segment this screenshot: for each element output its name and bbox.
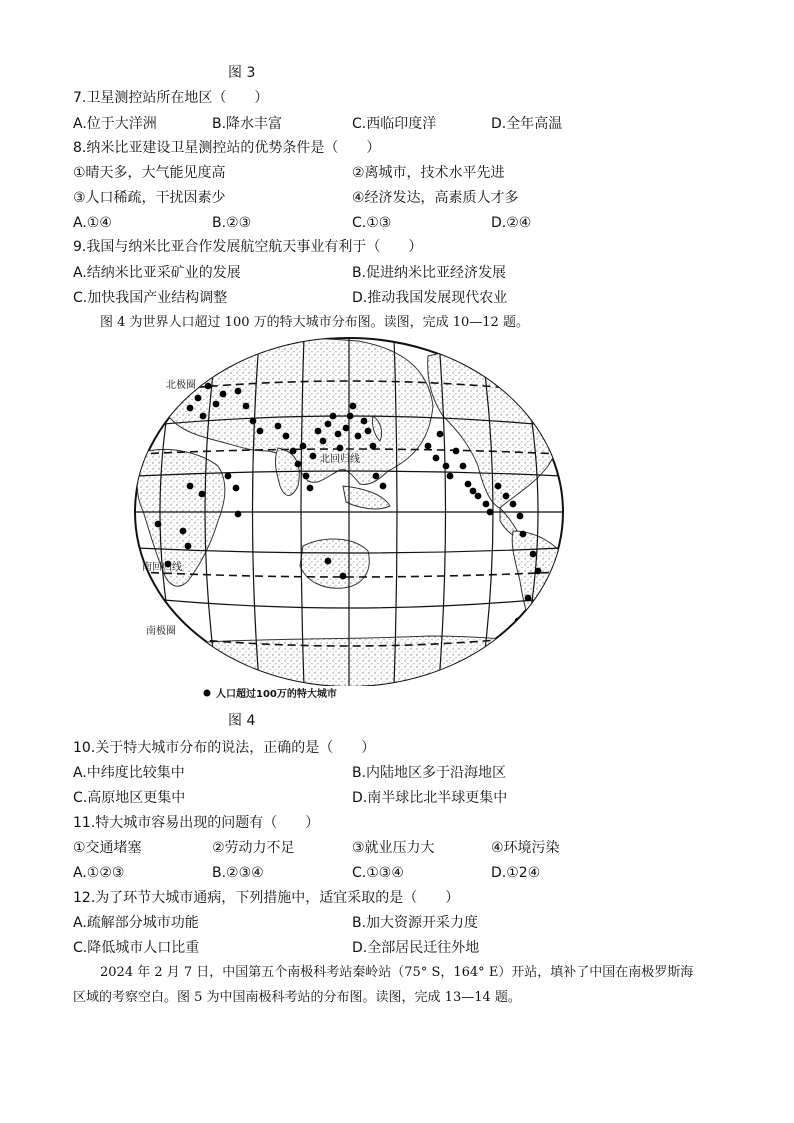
city-dot xyxy=(355,433,362,440)
label-tropic-south: 南回归线 xyxy=(142,562,182,573)
city-dot xyxy=(453,448,460,455)
city-dot xyxy=(443,463,450,470)
figure-4-intro: 图 4 为世界人口超过 100 万的特大城市分布图。读图，完成 10—12 题。 xyxy=(100,315,529,330)
city-dot xyxy=(495,483,502,490)
city-dot xyxy=(310,453,317,460)
question-10-stem: 10.关于特大城市分布的说法，正确的是（ ） xyxy=(73,740,376,756)
city-dot xyxy=(325,421,332,428)
city-dot xyxy=(187,405,194,412)
city-dot xyxy=(515,618,522,625)
city-dot xyxy=(243,403,250,410)
q12-option-a[interactable]: A.疏解部分城市功能 xyxy=(73,915,199,931)
q7-option-a[interactable]: A.位于大洋洲 xyxy=(73,116,157,132)
q8-option-d[interactable]: D.②④ xyxy=(491,215,532,231)
city-dot xyxy=(330,413,337,420)
label-arctic-circle: 北极圈 xyxy=(166,380,196,391)
city-dot xyxy=(233,485,240,492)
city-dot xyxy=(475,493,482,500)
q7-option-b[interactable]: B.降水丰富 xyxy=(212,116,283,132)
q11-item-4: ④环境污染 xyxy=(491,840,560,856)
city-dot xyxy=(520,531,527,538)
city-dot xyxy=(300,443,307,450)
q7-option-d[interactable]: D.全年高温 xyxy=(491,116,563,132)
q8-option-c[interactable]: C.①③ xyxy=(352,215,392,231)
city-dot xyxy=(213,401,220,408)
city-dot xyxy=(380,483,387,490)
q7-option-c[interactable]: C.西临印度洋 xyxy=(352,116,437,132)
q9-option-a[interactable]: A.结纳米比亚采矿业的发展 xyxy=(73,265,241,281)
legend-label: 人口超过100万的特大城市 xyxy=(216,689,337,700)
question-12-stem: 12.为了环节大城市通病，下列措施中，适宜采取的是（ ） xyxy=(73,890,460,906)
city-dot xyxy=(337,445,344,452)
city-dot xyxy=(165,373,172,380)
q10-option-b[interactable]: B.内陆地区多于沿海地区 xyxy=(352,765,507,781)
city-dot xyxy=(347,413,354,420)
figure-4-caption: 图 4 xyxy=(228,713,256,729)
label-tropic-north: 北回归线 xyxy=(320,454,360,465)
q9-option-c[interactable]: C.加快我国产业结构调整 xyxy=(73,290,228,306)
city-dot xyxy=(525,595,532,602)
city-dot xyxy=(503,493,510,500)
city-dot xyxy=(315,428,322,435)
q10-option-a[interactable]: A.中纬度比较集中 xyxy=(73,765,185,781)
city-dot xyxy=(483,501,490,508)
city-dot xyxy=(220,391,227,398)
city-dot xyxy=(335,431,342,438)
city-dot xyxy=(235,511,242,518)
q12-option-b[interactable]: B.加大资源开采力度 xyxy=(352,915,479,931)
q11-item-1: ①交通堵塞 xyxy=(73,840,142,856)
city-dot xyxy=(205,383,212,390)
figure-3-caption: 图 3 xyxy=(228,65,256,81)
q12-option-d[interactable]: D.全部居民迁往外地 xyxy=(352,940,480,956)
city-dot xyxy=(180,528,187,535)
q11-option-a[interactable]: A.①②③ xyxy=(73,865,125,881)
q11-option-b[interactable]: B.②③④ xyxy=(212,865,264,881)
city-dot xyxy=(199,491,206,498)
q9-option-d[interactable]: D.推动我国发展现代农业 xyxy=(352,290,508,306)
city-dot xyxy=(465,481,472,488)
intro-13-line-2: 区域的考察空白。图 5 为中国南极科考站的分布图。读图，完成 13—14 题。 xyxy=(73,990,521,1005)
city-dot xyxy=(361,418,368,425)
city-dot xyxy=(257,428,264,435)
world-megacity-map xyxy=(128,336,570,702)
city-dot xyxy=(343,425,350,432)
q10-option-c[interactable]: C.高原地区更集中 xyxy=(73,790,186,806)
q8-item-1: ①晴天多，大气能见度高 xyxy=(73,165,226,181)
city-dot xyxy=(447,473,454,480)
city-dot xyxy=(470,488,477,495)
city-dot xyxy=(365,428,372,435)
city-dot xyxy=(283,433,290,440)
q11-option-d[interactable]: D.①2④ xyxy=(491,865,541,881)
city-dot xyxy=(185,543,192,550)
label-antarctic-circle: 南极圈 xyxy=(146,626,176,637)
city-dot xyxy=(155,521,162,528)
city-dot xyxy=(433,455,440,462)
city-dot xyxy=(510,501,517,508)
city-dot xyxy=(487,509,494,516)
city-dot xyxy=(173,393,180,400)
q11-item-2: ②劳动力不足 xyxy=(212,840,295,856)
question-7-stem: 7.卫星测控站所在地区（ ） xyxy=(73,90,269,106)
city-dot xyxy=(350,403,357,410)
city-dot xyxy=(275,423,282,430)
city-dot xyxy=(235,388,242,395)
city-dot xyxy=(517,513,524,520)
city-dot xyxy=(307,485,314,492)
q8-option-b[interactable]: B.②③ xyxy=(212,215,252,231)
city-dot xyxy=(250,418,257,425)
question-9-stem: 9.我国与纳米比亚合作发展航空航天事业有利于（ ） xyxy=(73,239,423,255)
q11-item-3: ③就业压力大 xyxy=(352,840,435,856)
city-dot xyxy=(437,431,444,438)
question-8-stem: 8.纳米比亚建设卫星测控站的优势条件是（ ） xyxy=(73,140,381,156)
q8-item-4: ④经济发达，高素质人才多 xyxy=(352,190,519,206)
city-dot xyxy=(187,483,194,490)
q8-option-a[interactable]: A.①④ xyxy=(73,215,112,231)
city-dot xyxy=(460,463,467,470)
city-dot xyxy=(320,438,327,445)
q9-option-b[interactable]: B.促进纳米比亚经济发展 xyxy=(352,265,507,281)
intro-13-line-1: 2024 年 2 月 7 日，中国第五个南极科考站秦岭站（75° S，164° E）开站，填补了中国在南极罗斯海 xyxy=(100,965,694,980)
city-dot xyxy=(290,448,297,455)
city-dot xyxy=(225,473,232,480)
city-dot xyxy=(325,558,332,565)
city-dot xyxy=(370,443,377,450)
city-dot xyxy=(340,573,347,580)
q12-option-c[interactable]: C.降低城市人口比重 xyxy=(73,940,200,956)
question-11-stem: 11.特大城市容易出现的问题有（ ） xyxy=(73,815,320,831)
q8-item-2: ②离城市，技术水平先进 xyxy=(352,165,505,181)
city-dot xyxy=(530,551,537,558)
q10-option-d[interactable]: D.南半球比北半球更集中 xyxy=(352,790,508,806)
city-dot xyxy=(373,473,380,480)
city-dot xyxy=(535,568,542,575)
q8-item-3: ③人口稀疏，干扰因素少 xyxy=(73,190,226,206)
city-dot xyxy=(200,413,207,420)
city-dot xyxy=(303,473,310,480)
city-dot xyxy=(425,443,432,450)
q11-option-c[interactable]: C.①③④ xyxy=(352,865,404,881)
legend-dot-icon xyxy=(204,690,211,697)
city-dot xyxy=(295,461,302,468)
city-dot xyxy=(195,395,202,402)
